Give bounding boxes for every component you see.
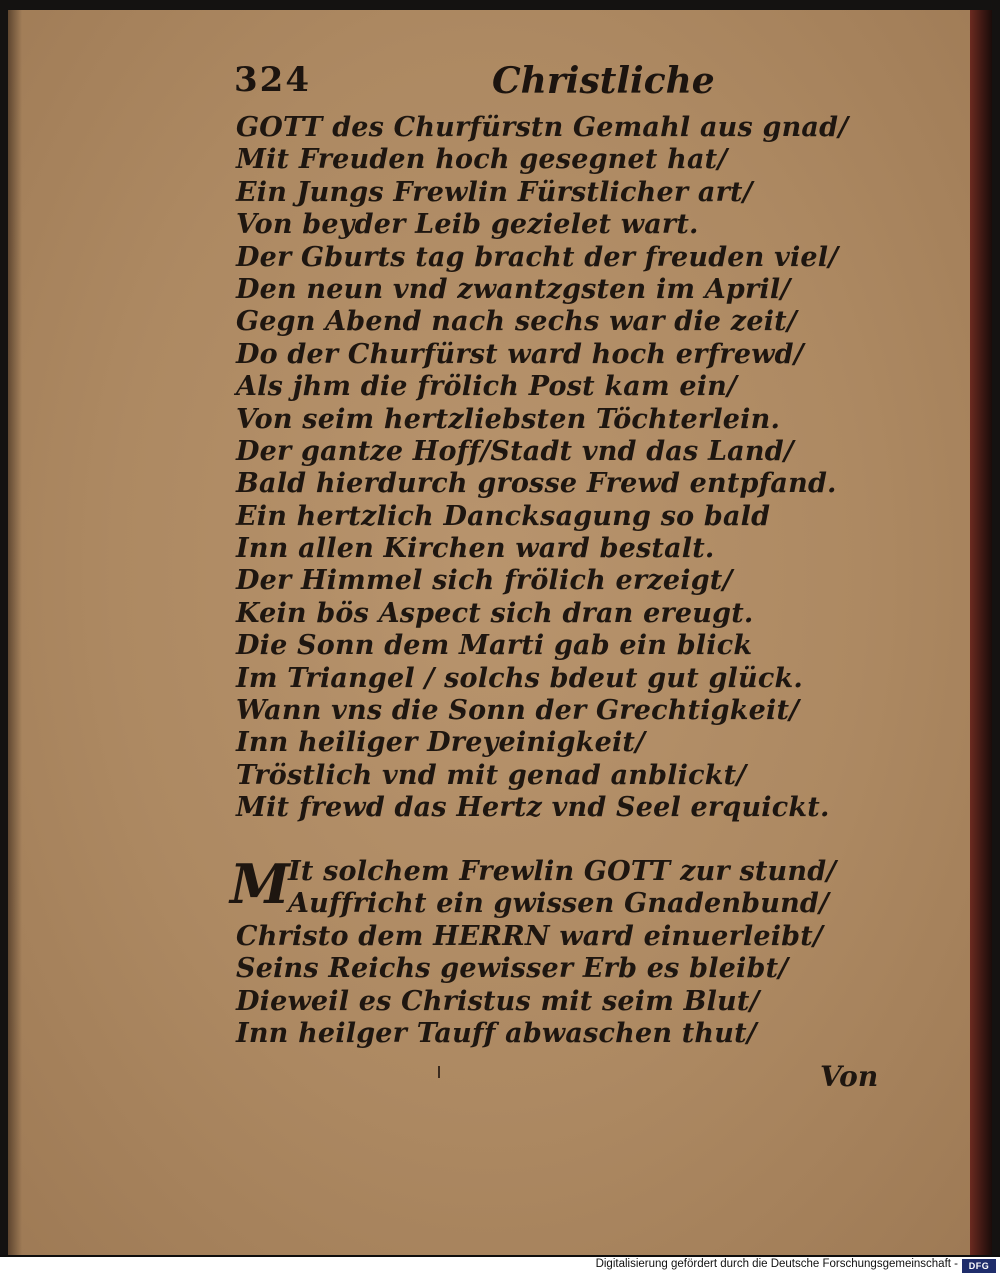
verse-line: Mit Freuden hoch gesegnet hat/ xyxy=(236,144,728,176)
verse-line: Kein bös Aspect sich dran ereugt. xyxy=(236,597,754,629)
verse-stanza-1 xyxy=(236,112,849,825)
verse-line: Wann vns die Sonn der Grechtigkeit/ xyxy=(236,695,800,727)
verse-line: Inn heilger Tauff abwaschen thut/ xyxy=(236,1017,757,1049)
verse-line: Inn heiliger Dreyeinigkeit/ xyxy=(236,727,646,759)
drop-cap: M xyxy=(230,852,290,916)
footer-credit: Digitalisierung gefördert durch die Deutsche Forschungsgemeinschaft - xyxy=(595,1258,958,1270)
ink-speck xyxy=(438,1066,440,1078)
verse-line: Mit frewd das Hertz vnd Seel erquickt. xyxy=(236,792,830,824)
verse-line: It solchem Frewlin GOTT zur stund/ xyxy=(288,856,837,887)
verse-line: Dieweil es Christus mit seim Blut/ xyxy=(236,985,760,1017)
verse-line: Den neun vnd zwantzgsten im April/ xyxy=(236,273,791,305)
verse-line: Seins Reichs gewisser Erb es bleibt/ xyxy=(236,953,789,985)
verse-line: Der gantze Hoff/Stadt vnd das Land/ xyxy=(236,435,794,467)
verse-line: Christo dem HERRN ward einuerleibt/ xyxy=(236,920,823,952)
verse-line: Von beyder Leib gezielet wart. xyxy=(236,209,699,241)
verse-line: Gegn Abend nach sechs war die zeit/ xyxy=(236,306,797,338)
page-gutter-shadow xyxy=(8,10,22,1255)
dfg-logo-icon: DFG xyxy=(962,1259,996,1273)
verse-line: Do der Churfürst ward hoch erfrewd/ xyxy=(236,338,804,370)
page-number: 324 xyxy=(234,60,311,100)
verse-line: Die Sonn dem Marti gab ein blick xyxy=(236,630,753,662)
verse-line: Als jhm die frölich Post kam ein/ xyxy=(236,371,738,403)
verse-line: Von seim hertzliebsten Töchterlein. xyxy=(236,403,781,435)
verse-line: Auffricht ein gwissen Gnadenbund/ xyxy=(288,888,830,920)
verse-line: Ein hertzlich Dancksagung so bald xyxy=(236,500,771,532)
page-header xyxy=(234,60,715,106)
catchword: Von xyxy=(820,1060,879,1093)
running-title: Christliche xyxy=(492,60,715,102)
book-cover-edge xyxy=(970,10,992,1255)
verse-line: GOTT des Churfürstn Gemahl aus gnad/ xyxy=(236,112,849,143)
verse-stanza-2 xyxy=(236,856,836,1050)
verse-line: Ein Jungs Frewlin Fürstlicher art/ xyxy=(236,176,753,208)
verse-line: Tröstlich vnd mit genad anblickt/ xyxy=(236,759,747,791)
verse-line: Der Gburts tag bracht der freuden viel/ xyxy=(236,241,839,273)
digitization-footer xyxy=(0,1257,1000,1275)
verse-line: Bald hierdurch grosse Frewd entpfand. xyxy=(236,468,837,500)
verse-line: Inn allen Kirchen ward bestalt. xyxy=(236,533,715,565)
verse-line: Der Himmel sich frölich erzeigt/ xyxy=(236,565,733,597)
verse-line: Im Triangel / solchs bdeut gut glück. xyxy=(236,662,803,694)
